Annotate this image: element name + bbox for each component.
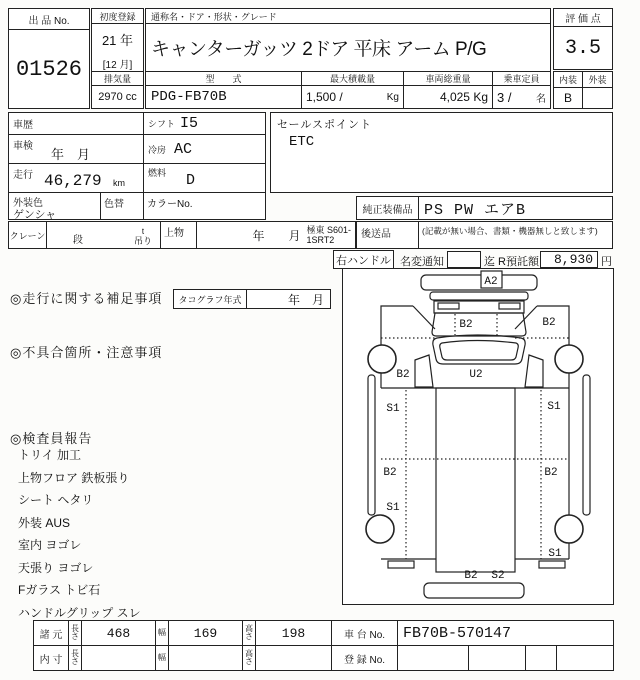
marker-front-left-wheel: B2 xyxy=(396,369,410,381)
inspection-cell xyxy=(9,135,144,163)
first-registration-box xyxy=(91,8,144,72)
inner-length-value xyxy=(82,646,156,670)
marker-side-mid-right: B2 xyxy=(544,467,558,479)
truck-top-view-diagram xyxy=(343,269,613,604)
left-side-rail xyxy=(368,375,375,515)
rear-bumper-shape xyxy=(424,583,524,598)
body-year-month: 年 月 xyxy=(252,228,301,243)
body-maker-line2: 1SRT2 xyxy=(306,235,335,245)
inner-height-value xyxy=(256,646,332,670)
max-load-unit: Kg xyxy=(386,91,399,103)
displacement-value: 2970 cc xyxy=(98,91,137,103)
fuel-value: D xyxy=(186,172,196,189)
mileage-note-title: ◎走行に関する補足事項 xyxy=(10,291,163,306)
inspector-item: Fガラス トビ石 xyxy=(18,583,101,597)
color-change-cell xyxy=(101,193,144,219)
crane-value-cell xyxy=(47,222,161,248)
max-load-box xyxy=(301,71,404,109)
exterior-color-label: 外装色 xyxy=(13,198,43,209)
front-right-wheel xyxy=(555,345,583,373)
height-label: 高さ xyxy=(243,621,256,645)
bed-side-dotted-lines xyxy=(406,390,541,561)
crane-stage-label: 段 xyxy=(73,235,83,246)
chassis-value: FB70B-570147 xyxy=(403,624,512,642)
dimensions-row xyxy=(34,621,613,646)
inner-width-label: 幅 xyxy=(156,646,169,670)
length-value: 468 xyxy=(82,621,156,645)
history-label: 車歴 xyxy=(13,120,33,131)
mileage-label: 走行 xyxy=(13,170,33,181)
crane-row xyxy=(8,221,356,249)
auction-no-value: 01526 xyxy=(15,56,82,82)
cooling-cell xyxy=(144,135,265,163)
registration-cell-3 xyxy=(526,646,557,670)
inner-length-label: 長さ xyxy=(69,646,82,670)
inner-height-label: 高さ xyxy=(243,646,256,670)
marker-side-mid-left: B2 xyxy=(383,467,397,479)
sales-point-value: ETC xyxy=(289,134,315,150)
vehicle-name-value: キャンターガッツ 2ドア 平床 アーム P/G xyxy=(151,39,487,60)
mileage-cell xyxy=(9,164,144,192)
tachograph-box xyxy=(173,289,331,309)
handle-box: 右ハンドル xyxy=(333,250,394,269)
later-items-label: 後送品 xyxy=(357,222,419,248)
sales-point-label: セールスポイント xyxy=(277,119,373,131)
cooling-label: 冷房 xyxy=(148,144,167,155)
chassis-label: 車 台 No. xyxy=(332,621,398,645)
capacity-label: 乗車定員 xyxy=(493,72,550,86)
history-cell xyxy=(9,113,144,134)
marker-side-front-right: S1 xyxy=(547,401,561,413)
marker-front-center: A2 xyxy=(484,276,498,288)
displacement-label: 排気量 xyxy=(92,72,143,86)
body-maker-line1: 極東 S601- xyxy=(306,225,351,235)
shift-cell xyxy=(144,113,265,134)
yen-label: 円 xyxy=(601,256,612,268)
marker-side-front-left: S1 xyxy=(386,403,400,415)
registration-cell-2 xyxy=(469,646,526,670)
exterior-label: 外装 xyxy=(588,75,607,85)
inspector-item: トリイ 加工 xyxy=(18,448,81,462)
score-value: 3.5 xyxy=(564,36,601,60)
inspector-item: シート ヘタリ xyxy=(18,493,94,507)
left-mud-flap xyxy=(388,561,414,568)
auction-no-box xyxy=(8,8,90,109)
deposit-label: R預託額 xyxy=(498,256,539,268)
equipment-label: 純正装備品 xyxy=(357,197,419,219)
inspector-report-list xyxy=(18,446,141,621)
height-value: 198 xyxy=(256,621,332,645)
until-label: 迄 xyxy=(484,256,495,268)
exterior-color-cell xyxy=(9,193,101,219)
first-registration-label: 初度登録 xyxy=(92,9,143,24)
model-code-box xyxy=(145,71,302,109)
inspector-item: 天張り ヨゴレ xyxy=(18,560,94,575)
footer-table xyxy=(33,620,614,671)
cooling-value: AC xyxy=(174,140,193,158)
spec-table xyxy=(8,112,266,220)
shift-label: シフト xyxy=(148,119,176,129)
tachograph-label: タコグラフ年式 xyxy=(174,290,247,308)
score-label: 評 価 点 xyxy=(554,9,612,27)
right-side-rail xyxy=(583,375,590,515)
body-outline xyxy=(381,306,569,559)
name-change-label: 名変通知 xyxy=(400,256,444,268)
capacity-box xyxy=(492,71,551,109)
damage-diagram-box xyxy=(342,268,614,605)
later-items-note: (記載が無い場合、書類・機器無しと致します) xyxy=(422,226,598,236)
registration-label: 登 録 No. xyxy=(332,646,398,670)
rear-right-wheel xyxy=(555,515,583,543)
inner-width-value xyxy=(169,646,243,670)
length-label: 長さ xyxy=(69,621,82,645)
registration-cell-4 xyxy=(557,646,613,670)
model-code-label: 型 式 xyxy=(146,72,301,86)
score-box xyxy=(553,8,613,70)
marker-body-front-right: B2 xyxy=(542,317,556,329)
marker-rear-b: B2 xyxy=(464,570,478,582)
crane-tsuri-label: 吊り xyxy=(133,236,152,246)
equipment-row xyxy=(356,196,613,220)
right-mud-flap xyxy=(539,561,565,568)
equipment-value: PS PW エアB xyxy=(424,201,527,219)
color-no-label: カラーNo. xyxy=(147,199,193,210)
crane-label: クレーン xyxy=(9,222,47,248)
gross-weight-box xyxy=(403,71,493,109)
right-step-shape xyxy=(525,355,543,387)
interior-grade: B xyxy=(554,88,583,108)
vehicle-name-label: 通称名・ドア・形状・グレード xyxy=(146,9,550,24)
max-load-value: 1,500 / xyxy=(306,90,343,104)
name-change-field xyxy=(447,251,481,268)
capacity-value: 3 / xyxy=(497,89,512,105)
inspector-item: 室内 ヨゴレ xyxy=(18,538,82,552)
gross-weight-label: 車両総重量 xyxy=(404,72,492,86)
front-left-wheel xyxy=(368,345,396,373)
marker-side-rear-right: S1 xyxy=(548,548,562,560)
interior-exterior-box xyxy=(553,71,613,109)
marker-side-rear-left: S1 xyxy=(386,502,400,514)
cab-vent-left xyxy=(438,303,459,309)
first-registration-year: 21 年 xyxy=(101,33,134,48)
marker-cab-roof: B2 xyxy=(459,319,473,331)
rear-left-wheel xyxy=(366,515,394,543)
cab-roof-shape xyxy=(432,313,526,336)
auction-no-label: 出 品 No. xyxy=(9,9,89,30)
front-bumper-shape xyxy=(421,275,537,290)
shift-value: I5 xyxy=(180,115,199,132)
fuel-label: 燃料 xyxy=(148,168,167,178)
exterior-color-value: ゲンシャ xyxy=(13,209,57,221)
inspection-value: 年 月 xyxy=(51,147,91,162)
inspector-title: ◎検査員報告 xyxy=(10,431,93,446)
cargo-bed xyxy=(436,388,515,572)
deposit-value: 8,930 xyxy=(540,251,598,268)
body-upper-value-cell xyxy=(197,222,355,248)
inspection-label: 車検 xyxy=(13,141,33,152)
windshield-inner xyxy=(440,341,519,361)
defect-title: ◎不具合箇所・注意事項 xyxy=(10,345,163,360)
inspector-item: 外装 AUS xyxy=(18,515,71,530)
inspector-item: ハンドルグリップ スレ xyxy=(18,605,141,620)
cowl-shape xyxy=(430,292,528,300)
color-change-label: 色替 xyxy=(104,199,124,210)
width-label: 幅 xyxy=(156,621,169,645)
capacity-unit: 名 xyxy=(536,93,546,105)
max-load-label: 最大積載量 xyxy=(302,72,403,86)
cab-vent-right xyxy=(499,303,520,309)
left-step-shape xyxy=(415,355,433,387)
interior-label: 内装 xyxy=(554,72,583,87)
mileage-unit: km xyxy=(113,178,125,188)
gross-weight-value: 4,025 Kg xyxy=(439,90,488,104)
marker-rear-s: S2 xyxy=(491,570,505,582)
tachograph-value: 年 月 xyxy=(287,292,324,307)
color-no-cell xyxy=(144,193,265,219)
first-registration-month: [12 月] xyxy=(102,59,133,71)
model-code-value: PDG-FB70B xyxy=(151,89,227,105)
fuel-cell xyxy=(144,164,265,192)
sales-point-box xyxy=(270,112,613,193)
registration-value xyxy=(398,646,469,670)
later-items-row xyxy=(356,221,613,249)
vehicle-name-box xyxy=(145,8,551,72)
dimensions-label: 諸 元 xyxy=(34,621,69,645)
inner-label: 内 寸 xyxy=(34,646,69,670)
mileage-value: 46,279 xyxy=(44,172,102,190)
inspector-item: 上物フロア 鉄板張り xyxy=(18,470,130,485)
inner-dimensions-row xyxy=(34,646,613,670)
body-upper-label: 上物 xyxy=(161,222,197,248)
crane-t-label: t xyxy=(141,227,145,236)
displacement-box xyxy=(91,71,144,109)
width-value: 169 xyxy=(169,621,243,645)
marker-windshield: U2 xyxy=(469,369,483,381)
exterior-grade xyxy=(583,88,612,108)
